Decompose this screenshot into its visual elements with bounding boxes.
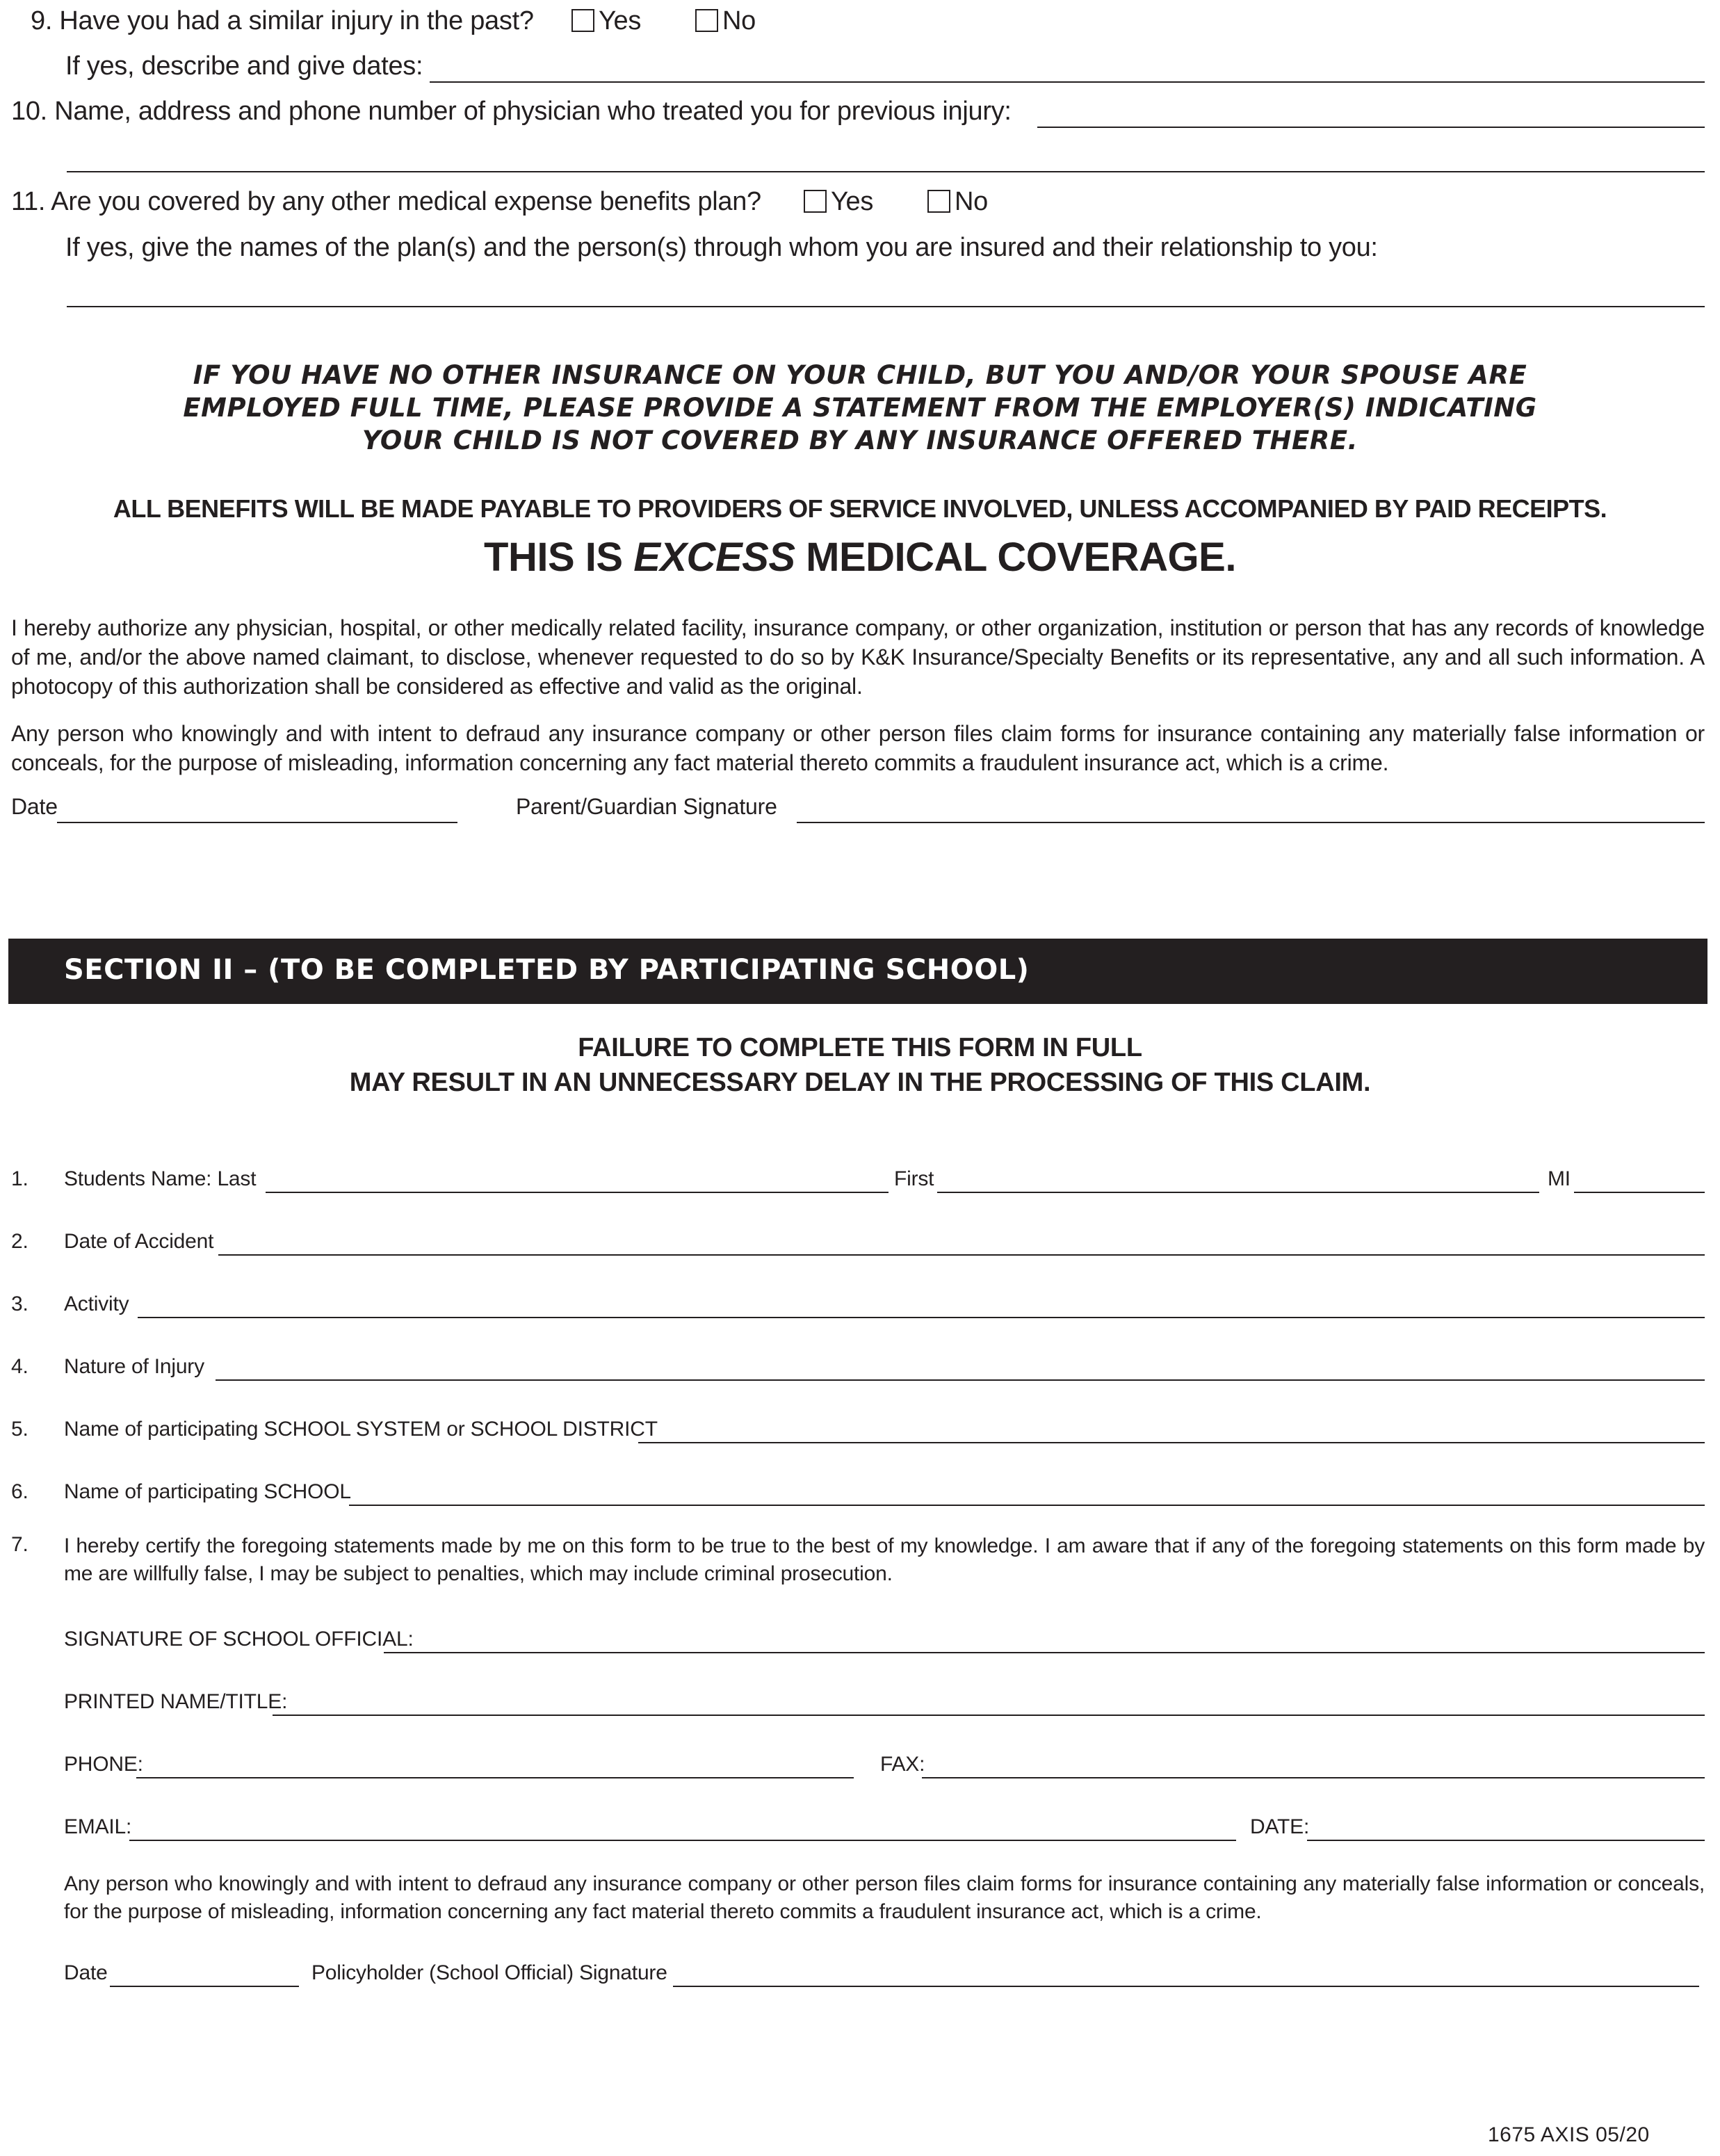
parent-signature-label: Parent/Guardian Signature	[516, 794, 777, 819]
q9-followup-label: If yes, describe and give dates:	[65, 51, 423, 81]
section-2-fraud-warning: Any person who knowingly and with intent to defraud any insurance company or other person files claim forms for insurance containing any materially false information or conceals, for the purpose of misleading, information concerning any fact material thereto commits a fraudulent insurance act, which is a crime.	[64, 1872, 1705, 1923]
q11-no-option[interactable]	[927, 186, 988, 217]
item-2-number: 2.	[11, 1230, 29, 1253]
coverage-prefix: THIS IS	[484, 535, 634, 580]
student-last-name-field[interactable]	[266, 1168, 889, 1193]
school-system-field[interactable]	[638, 1418, 1705, 1443]
excess-coverage-heading	[0, 534, 1720, 581]
section-2-title: SECTION II – (TO BE COMPLETED BY PARTICIPATING SCHOOL)	[64, 954, 1030, 986]
q11-no-label: No	[955, 187, 988, 216]
email-field[interactable]	[129, 1816, 1236, 1841]
printed-name-label: PRINTED NAME/TITLE:	[64, 1690, 288, 1713]
section-2-date-label: DATE:	[1250, 1815, 1310, 1838]
fraud-warning-paragraph: Any person who knowingly and with intent to defraud any insurance company or other person files claim forms for insurance containing any materially false information or conceals, for the purpose of misleading, information concerning any fact material thereto commits a fraudulent insurance act, which is a crime.	[11, 721, 1705, 775]
q9-describe-field[interactable]	[430, 58, 1705, 83]
question-10-number: 10.	[11, 97, 47, 126]
question-11-number: 11.	[11, 187, 46, 216]
student-last-name-label: Students Name: Last	[64, 1167, 257, 1190]
employer-notice-line3: YOUR CHILD IS NOT COVERED BY ANY INSURANCE OFFERED THERE.	[362, 425, 1358, 455]
q11-followup-label: If yes, give the names of the plan(s) and the person(s) through whom you are insured and their relationship to you:	[65, 233, 1378, 262]
form-code: 1675 AXIS 05/20	[1488, 2123, 1650, 2146]
question-11-text: Are you covered by any other medical expense benefits plan?	[51, 187, 761, 216]
item-5-number: 5.	[11, 1418, 29, 1441]
question-9	[31, 6, 534, 36]
item-6-number: 6.	[11, 1480, 29, 1503]
activity-label: Activity	[64, 1292, 129, 1315]
q9-no-option[interactable]	[695, 6, 756, 36]
coverage-suffix: MEDICAL COVERAGE.	[795, 535, 1236, 580]
question-10	[11, 96, 1012, 127]
employer-notice	[0, 359, 1720, 457]
q11-yes-option[interactable]	[804, 186, 873, 217]
q9-yes-option[interactable]	[571, 6, 641, 36]
item-1-number: 1.	[11, 1167, 29, 1190]
policyholder-signature-label: Policyholder (School Official) Signature	[311, 1961, 667, 1984]
parent-signature-field[interactable]	[797, 798, 1705, 823]
parent-date-field[interactable]	[57, 798, 457, 823]
q11-plans-field[interactable]	[67, 282, 1705, 307]
q11-yes-checkbox[interactable]	[804, 190, 827, 213]
question-9-text: Have you had a similar injury in the past?	[59, 6, 534, 35]
policyholder-signature-field[interactable]	[673, 1962, 1699, 1987]
benefits-note: ALL BENEFITS WILL BE MADE PAYABLE TO PROVIDERS OF SERVICE INVOLVED, UNLESS ACCOMPANIED BY PAID RECEIPTS.	[113, 494, 1607, 523]
section-2-warning	[0, 1030, 1720, 1100]
section-2-header	[8, 939, 1707, 1004]
student-mi-field[interactable]	[1574, 1168, 1705, 1193]
final-date-label: Date	[64, 1961, 108, 1984]
section-2-date-field[interactable]	[1307, 1816, 1705, 1841]
email-label: EMAIL:	[64, 1815, 132, 1838]
q9-yes-label: Yes	[599, 6, 642, 35]
q11-yes-label: Yes	[831, 187, 874, 216]
question-11	[11, 186, 761, 217]
nature-of-injury-label: Nature of Injury	[64, 1355, 204, 1378]
q10-physician-field[interactable]	[1037, 103, 1705, 128]
employer-notice-line2: EMPLOYED FULL TIME, PLEASE PROVIDE A STATEMENT FROM THE EMPLOYER(S) INDICATING	[183, 393, 1537, 423]
certification-text: I hereby certify the foregoing statements made by me on this form to be true to the best of my knowledge. I am aware that if any of the foregoing statements on this form made by me are willfully false, I may be subject to penalties, which may include criminal prosecution.	[64, 1534, 1705, 1585]
coverage-emphasis: EXCESS	[633, 535, 795, 580]
printed-name-field[interactable]	[273, 1691, 1705, 1716]
phone-label: PHONE:	[64, 1753, 143, 1776]
date-of-accident-field[interactable]	[218, 1231, 1705, 1256]
school-name-label: Name of participating SCHOOL	[64, 1480, 351, 1503]
activity-field[interactable]	[138, 1293, 1705, 1318]
final-date-field[interactable]	[110, 1962, 299, 1987]
question-10-text: Name, address and phone number of physician who treated you for previous injury:	[54, 97, 1012, 126]
q9-yes-checkbox[interactable]	[571, 9, 594, 32]
item-4-number: 4.	[11, 1355, 29, 1378]
school-name-field[interactable]	[349, 1481, 1705, 1506]
school-official-signature-field[interactable]	[384, 1628, 1705, 1653]
question-9-number: 9.	[31, 6, 53, 35]
q9-no-label: No	[722, 6, 756, 35]
fax-field[interactable]	[922, 1753, 1705, 1778]
school-official-signature-label: SIGNATURE OF SCHOOL OFFICIAL:	[64, 1628, 414, 1651]
employer-notice-line1: IF YOU HAVE NO OTHER INSURANCE ON YOUR CHILD, BUT YOU AND/OR YOUR SPOUSE ARE	[193, 360, 1527, 390]
parent-date-label: Date	[11, 794, 58, 819]
date-of-accident-label: Date of Accident	[64, 1230, 214, 1253]
q9-no-checkbox[interactable]	[695, 9, 718, 32]
section-2-warning-line1: FAILURE TO COMPLETE THIS FORM IN FULL	[578, 1033, 1142, 1062]
student-mi-label: MI	[1548, 1167, 1571, 1190]
authorization-paragraph: I hereby authorize any physician, hospital, or other medically related facility, insurance company, or other organization, institution or person that has any records of knowledge of me, and/or the above named claimant, to disclose, whenever requested to do so by K&K Insurance/Specialty Benefits or its representative, any and all such information. A photocopy of this authorization shall be considered as effective and valid as the original.	[11, 615, 1705, 699]
item-3-number: 3.	[11, 1292, 29, 1315]
student-first-name-field[interactable]	[937, 1168, 1539, 1193]
section-2-warning-line2: MAY RESULT IN AN UNNECESSARY DELAY IN THE PROCESSING OF THIS CLAIM.	[349, 1068, 1371, 1097]
nature-of-injury-field[interactable]	[216, 1356, 1705, 1381]
q10-physician-field-line2[interactable]	[67, 147, 1705, 172]
phone-field[interactable]	[136, 1753, 854, 1778]
student-first-name-label: First	[894, 1167, 934, 1190]
school-system-label: Name of participating SCHOOL SYSTEM or SCHOOL DISTRICT	[64, 1418, 658, 1441]
fax-label: FAX:	[880, 1753, 925, 1776]
item-7-number: 7.	[11, 1533, 29, 1556]
q11-no-checkbox[interactable]	[927, 190, 950, 213]
